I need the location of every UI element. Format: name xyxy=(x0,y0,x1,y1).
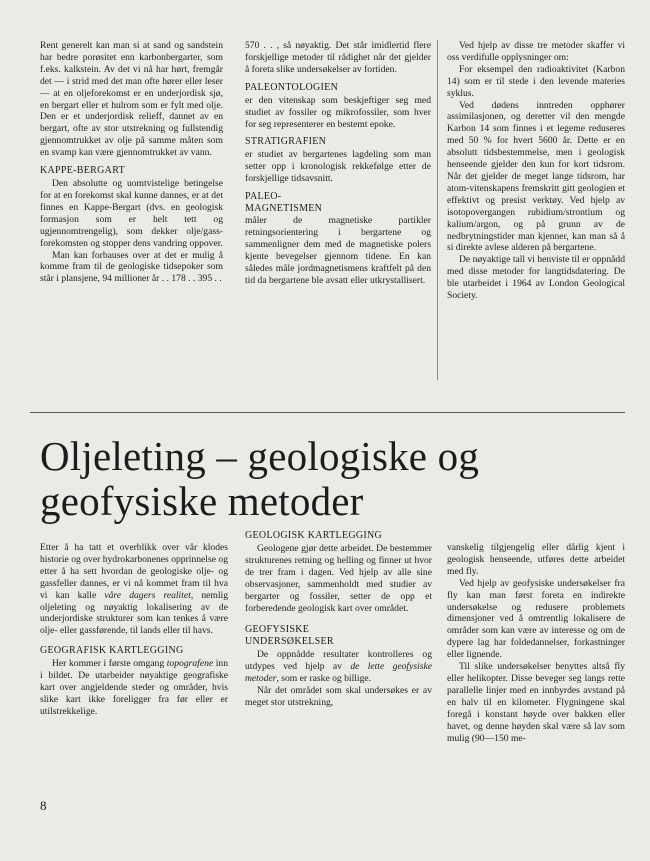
paragraph: De oppnådde resultater kontrolleres og utdypes ved hjelp av de lette geofysiske metoder, som er raske og billige. xyxy=(245,649,432,685)
top-column-3 xyxy=(447,40,625,302)
paragraph: Ved dødens inntreden opphører assimilasjonen, og deretter vil den mengde Karbon 14 som finnes i et legeme reduseres med 50 % for hvert 5600 år. Dette er en absolutt tidsbestemmelse, men i geologisk henseende gjelder den kun for kort tidsrom. Når det gjelder de meget lange tidsrom, har atom-vitenskapens fremskritt gitt geologien et effektivt og presist verktøy. Ved hjelp av isotopovergangen rubidium/strontium og kalium/argon, og på grunn av de nedbrytningstider man kjenner, kan man så å si direkte avlese alderen på bergartene. xyxy=(447,99,625,254)
section-heading-kappe-bergart: KAPPE-BERGART xyxy=(40,165,125,177)
section-heading-paleomagnetismen: PALEO- MAGNETISMEN xyxy=(245,191,323,215)
paragraph: måler de magnetiske partikler retningsorientering i bergartene og sammenligner dem med de magnetiske polers kjente bevegelser gjennom tidene. En kan således måle jordmagnetismens kraftfelt på den tid da bergartene ble avsatt eller utkrystallisert. xyxy=(245,215,431,286)
section-heading-paleontologien: PALEONTOLOGIEN xyxy=(245,81,339,93)
page-number: 8 xyxy=(40,798,47,813)
paragraph: Den absolutte og uomtvistelige betingelse for at en forekomst skal kunne dannes, er at det finnes en Kappe-Bergart (dvs. en geologisk formasjon som er helt tett og ugjennomtrengelig), som dekker olje/gass-forekomsten og stopper dens vandring oppover. xyxy=(40,178,223,249)
paragraph: Geologene gjør dette arbeidet. De bestemmer strukturenes retning og helling og finner ut hvor de trer fram i dagen. Ved hjelp av alle sine observasjoner, sammenholdt med studier av bergarter og fossiler, setter de opp et forberedende geologisk kart over området. xyxy=(245,543,432,614)
top-column-2 xyxy=(245,40,431,287)
section-heading-geofysiske-undersokelser: GEOFYSISKE UNDERSØKELSER xyxy=(245,624,334,648)
paragraph: Her kommer i første omgang topografene inn i bildet. De utarbeider nøyaktige geografiske kart over angjeldende steder og områder, hvis slike kart ikke foreligger fra før eller er utilstrekkelige. xyxy=(40,658,228,717)
paragraph: er studiet av bergartenes lagdeling som man setter opp i kronologisk rekkefølge etter de forskjellige tidsavsnitt. xyxy=(245,149,431,185)
section-heading-geografisk-kartlegging: GEOGRAFISK KARTLEGGING xyxy=(40,645,184,657)
paragraph: er den vitenskap som beskjeftiger seg med studiet av fossiler og mikrofossiler, som hver for seg representerer en bestemt epoke. xyxy=(245,94,431,130)
paragraph: vanskelig tilgjengelig eller dårlig kjent i geologisk henseende, utføres dette arbeidet med fly. xyxy=(447,542,625,577)
paragraph: Når det området som skal undersøkes er av meget stor utstrekning, xyxy=(245,685,432,709)
paragraph: Ved hjelp av disse tre metoder skaffer vi oss verdifulle opplysninger om: xyxy=(447,40,625,63)
paragraph: Man kan forbauses over at det er mulig å komme fram til de geologiske tidsepoker som står i plansjene, 94 millioner år . . 178 . . 395 . . xyxy=(40,249,223,285)
article-headline: Oljeleting – geologiske og geofysiske metoder xyxy=(40,433,480,524)
paragraph: Til slike undersøkelser benyttes altså fly eller helikopter. Disse beveger seg langs rette parallelle linjer med en innbyrdes avstand på en halv til en kilometer. Flygningene skal foregå i konstant høyde over bakken eller havet, og denne høyden skal være så lav som mulig (90—150 me- xyxy=(447,661,625,744)
paragraph: De nøyaktige tall vi henviste til er oppnådd med disse metoder for langtidsdatering. De ble utarbeidet i 1964 av London Geological Society. xyxy=(447,254,625,302)
bottom-column-3 xyxy=(447,542,625,744)
section-heading-stratigrafien: STRATIGRAFIEN xyxy=(245,136,327,148)
column-divider xyxy=(437,40,438,380)
section-rule xyxy=(30,412,625,413)
section-heading-geologisk-kartlegging: GEOLOGISK KARTLEGGING xyxy=(245,530,383,541)
paragraph: Etter å ha tatt et overblikk over vår klodes historie og over hydrokarbonenes opprinnelse og etter å ha sett hvordan de geologiske olje- og gassfeller dannes, er vi nå kommet fram til hva vi kan kalle våre dagers realitet, nemlig oljeleting og nøyaktig lokalisering av de underjordiske strukturer som kan tenkes å være olje- eller gassførende, til lands eller til havs. xyxy=(40,542,228,637)
paragraph: For eksempel den radioaktivitet (Karbon 14) som er til stede i den levende materies syklus. xyxy=(447,63,625,99)
top-column-1 xyxy=(40,40,223,285)
paragraph: 570 . . , så nøyaktig. Det står imidlertid flere forskjellige metoder til rådighet når det gjelder å foreta slike undersøkelser av fortiden. xyxy=(245,40,431,75)
bottom-column-1 xyxy=(40,542,228,718)
paragraph: Rent generelt kan man si at sand og sandstein har bedre porøsitet enn karbonbergarter, som f.eks. kalkstein. Av det vi nå har hørt, fremgår det — i strid med det man ofte hører eller leser — at en oljeforekomst er en underjordisk sjø, en bergart eller et hulrom som er fylt med olje. Den er et underjordisk relieff, dannet av en bergart, ofte av stor utstrekning og fullstendig gjennomtrukket av olje på samme måten som en svamp kan være gjennomtrukket av vann. xyxy=(40,40,223,159)
bottom-column-2 xyxy=(245,530,432,709)
paragraph: Ved hjelp av geofysiske undersøkelser fra fly kan man først foreta en indirekte undersøkelse og redusere problemets dimensjoner ved å omtrentlig lokalisere de områder som kan være av interesse og om de dypere lag har foldedannelser, forkastninger eller lignende. xyxy=(447,577,625,661)
